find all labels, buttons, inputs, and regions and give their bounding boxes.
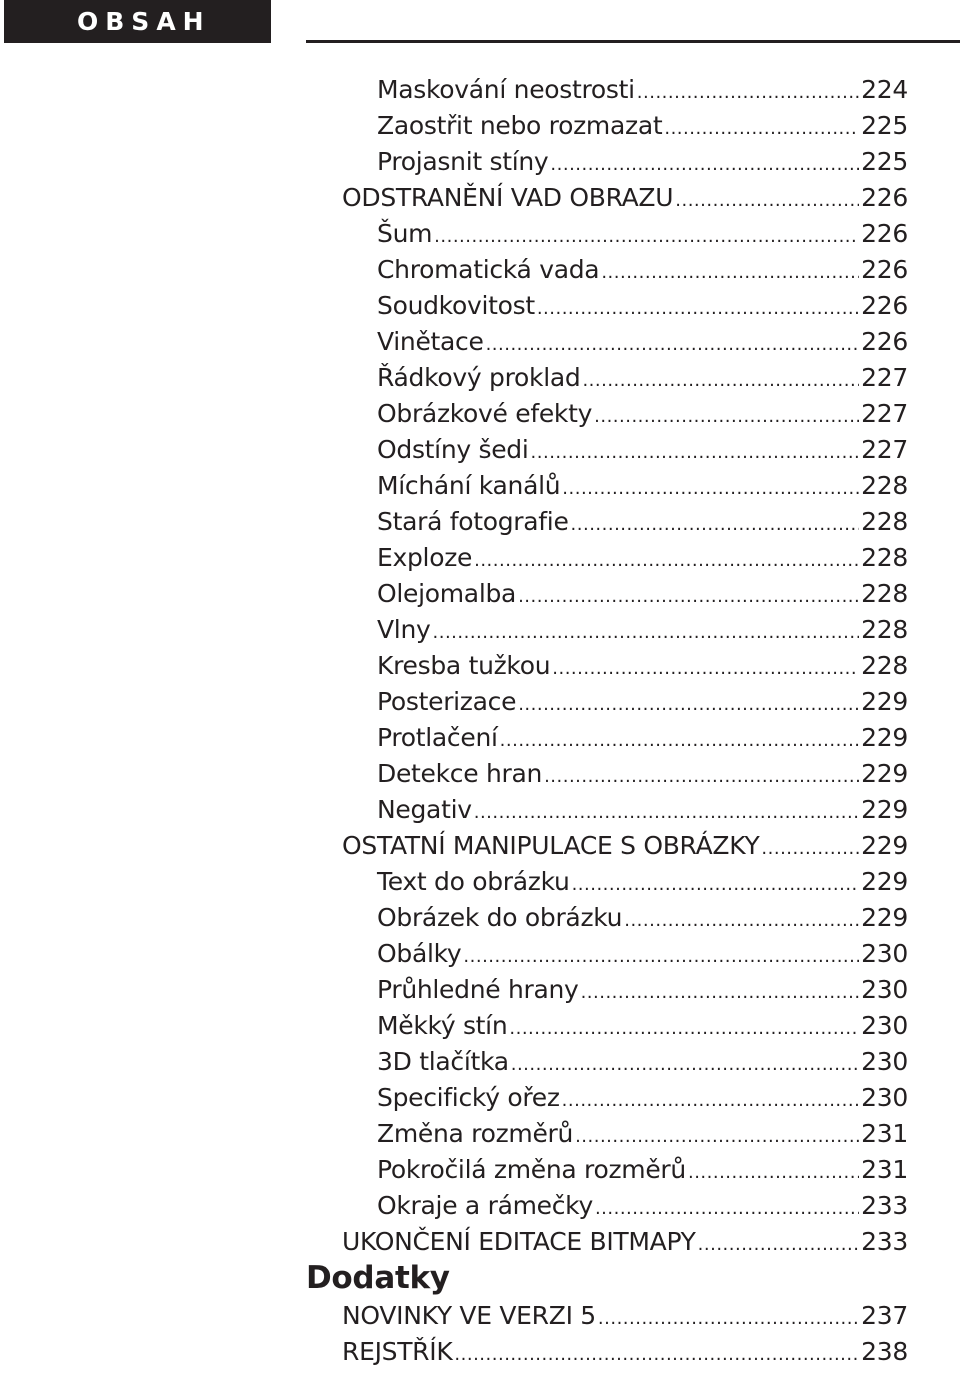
toc-entry[interactable] — [377, 468, 908, 504]
toc-entry-title: ODSTRANĚNÍ VAD OBRAZU — [342, 183, 674, 212]
toc-entry[interactable] — [377, 396, 908, 432]
dot-leader — [594, 399, 859, 435]
toc-entry-title: 3D tlačítka — [377, 1047, 509, 1076]
dot-leader — [518, 687, 859, 723]
toc-entry-page: 238 — [861, 1337, 908, 1366]
toc-entry-page: 231 — [861, 1155, 908, 1184]
dot-leader — [675, 183, 859, 219]
toc-entry[interactable] — [377, 576, 908, 612]
toc-entry-page: 229 — [861, 903, 908, 932]
header-bar — [4, 0, 271, 43]
toc-entry-page: 228 — [861, 579, 908, 608]
toc-entry-title: Odstíny šedi — [377, 435, 529, 464]
toc-entry-page: 225 — [861, 111, 908, 140]
toc-entry-title: NOVINKY VE VERZI 5 — [342, 1301, 596, 1330]
toc-entry-page: 227 — [861, 363, 908, 392]
toc-entry-page: 228 — [861, 507, 908, 536]
toc-entry-page: 229 — [861, 759, 908, 788]
toc-entry[interactable] — [377, 72, 908, 108]
dot-leader — [698, 1227, 860, 1263]
toc-entry-page: 226 — [861, 183, 908, 212]
toc-entry[interactable] — [377, 324, 908, 360]
dot-leader — [575, 1119, 859, 1155]
toc-entry-title: Obálky — [377, 939, 462, 968]
toc-entry[interactable] — [377, 1188, 908, 1224]
toc-entry[interactable] — [377, 936, 908, 972]
section-heading: Dodatky — [306, 1260, 450, 1296]
toc-entry[interactable] — [377, 720, 908, 756]
toc-entry-page: 226 — [861, 327, 908, 356]
toc-entry-title: Průhledné hrany — [377, 975, 579, 1004]
toc-entry[interactable] — [377, 1080, 908, 1116]
dot-leader — [463, 939, 859, 975]
toc-entry-page: 228 — [861, 615, 908, 644]
toc-entry-page: 230 — [861, 975, 908, 1004]
dot-leader — [562, 471, 859, 507]
toc-entry-page: 233 — [861, 1191, 908, 1220]
dot-leader — [572, 867, 860, 903]
page-header-title: OBSAH — [77, 7, 211, 36]
toc-entry[interactable] — [377, 792, 908, 828]
dot-leader — [500, 723, 860, 759]
toc-entry-title: Stará fotografie — [377, 507, 569, 536]
toc-entry-page: 227 — [861, 435, 908, 464]
dot-leader — [637, 75, 859, 111]
dot-leader — [511, 1047, 859, 1083]
dot-leader — [552, 651, 859, 687]
toc-entry-title: OSTATNÍ MANIPULACE S OBRÁZKY — [342, 831, 760, 860]
toc-entry[interactable] — [342, 1334, 908, 1370]
toc-entry-page: 226 — [861, 219, 908, 248]
toc-entry-title: UKONČENÍ EDITACE BITMAPY — [342, 1227, 696, 1256]
toc-entry[interactable] — [377, 648, 908, 684]
toc-entry-page: 230 — [861, 1047, 908, 1076]
toc-entry-title: Řádkový proklad — [377, 363, 581, 392]
toc-entry-title: Měkký stín — [377, 1011, 508, 1040]
toc-entry-title: Specifický ořez — [377, 1083, 560, 1112]
toc-entry-page: 228 — [861, 651, 908, 680]
dot-leader — [474, 543, 859, 579]
toc-entry-title: Zaostřit nebo rozmazat — [377, 111, 663, 140]
dot-leader — [688, 1155, 859, 1191]
toc-entry-title: Maskování neostrosti — [377, 75, 635, 104]
toc-entry[interactable] — [342, 1298, 908, 1334]
toc-entry-title: Změna rozměrů — [377, 1119, 574, 1148]
toc-entry-title: Text do obrázku — [377, 867, 570, 896]
toc-entry[interactable] — [342, 180, 908, 216]
toc-entry[interactable] — [377, 1008, 908, 1044]
dot-leader — [454, 1337, 859, 1373]
toc-entry[interactable] — [377, 1044, 908, 1080]
toc-entry[interactable] — [377, 108, 908, 144]
toc-entry[interactable] — [342, 828, 908, 864]
toc-entry[interactable] — [377, 1152, 908, 1188]
toc-entry[interactable] — [377, 144, 908, 180]
toc-entry-title: Obrázkové efekty — [377, 399, 593, 428]
toc-entry-page: 229 — [861, 723, 908, 752]
dot-leader — [601, 255, 859, 291]
toc-entry-page: 228 — [861, 543, 908, 572]
toc-entry[interactable] — [377, 252, 908, 288]
toc-entry[interactable] — [377, 360, 908, 396]
toc-entry[interactable] — [377, 540, 908, 576]
toc-entry-page: 228 — [861, 471, 908, 500]
toc-entry[interactable] — [377, 432, 908, 468]
toc-entry-title: Negativ — [377, 795, 472, 824]
toc-entry-title: Detekce hran — [377, 759, 543, 788]
dot-leader — [562, 1083, 860, 1119]
toc-entry[interactable] — [377, 684, 908, 720]
toc-entry-title: Posterizace — [377, 687, 517, 716]
dot-leader — [664, 111, 859, 147]
toc-entry-page: 233 — [861, 1227, 908, 1256]
toc-entry-title: Chromatická vada — [377, 255, 600, 284]
dot-leader — [518, 579, 859, 615]
dot-leader — [582, 363, 859, 399]
toc-entry-title: Protlačení — [377, 723, 498, 752]
toc-entry[interactable] — [377, 216, 908, 252]
toc-entry-page: 224 — [861, 75, 908, 104]
dot-leader — [434, 219, 859, 255]
toc-entry-page: 231 — [861, 1119, 908, 1148]
toc-entry-title: REJSTŘÍK — [342, 1337, 453, 1366]
toc-entry[interactable] — [377, 864, 908, 900]
dot-leader — [509, 1011, 859, 1047]
dot-leader — [531, 435, 860, 471]
toc-entry-title: Šum — [377, 219, 433, 248]
toc-entry-title: Exploze — [377, 543, 473, 572]
toc-entry-title: Projasnit stíny — [377, 147, 549, 176]
toc-entry-page: 237 — [861, 1301, 908, 1330]
toc-entry-title: Okraje a rámečky — [377, 1191, 593, 1220]
toc-entry-page: 229 — [861, 687, 908, 716]
dot-leader — [624, 903, 859, 939]
toc-entry-title: Soudkovitost — [377, 291, 535, 320]
toc-entry[interactable] — [377, 1116, 908, 1152]
dot-leader — [474, 795, 859, 831]
dot-leader — [433, 615, 860, 651]
toc-entry-page: 229 — [861, 867, 908, 896]
toc-entry-page: 227 — [861, 399, 908, 428]
toc-entry[interactable] — [377, 504, 908, 540]
toc-entry-page: 230 — [861, 1011, 908, 1040]
dot-leader — [486, 327, 860, 363]
toc-entry-title: Kresba tužkou — [377, 651, 551, 680]
dot-leader — [761, 831, 859, 867]
toc-entry-page: 225 — [861, 147, 908, 176]
dot-leader — [571, 507, 860, 543]
toc-entry-title: Míchání kanálů — [377, 471, 561, 500]
dot-leader — [598, 1301, 859, 1337]
toc-entry[interactable] — [377, 756, 908, 792]
toc-entry[interactable] — [377, 612, 908, 648]
toc-entry-page: 229 — [861, 831, 908, 860]
toc-entry-page: 226 — [861, 255, 908, 284]
toc-entry-title: Vinětace — [377, 327, 484, 356]
toc-entry-title: Obrázek do obrázku — [377, 903, 623, 932]
toc-entry-page: 229 — [861, 795, 908, 824]
dot-leader — [595, 1191, 859, 1227]
toc-entry-title: Vlny — [377, 615, 431, 644]
toc-entry[interactable] — [377, 288, 908, 324]
dot-leader — [544, 759, 859, 795]
dot-leader — [550, 147, 859, 183]
toc-entry[interactable] — [377, 972, 908, 1008]
toc-entry-title: Olejomalba — [377, 579, 517, 608]
toc-entry-page: 226 — [861, 291, 908, 320]
dot-leader — [537, 291, 859, 327]
toc-entry[interactable] — [342, 1224, 908, 1260]
toc-entry-page: 230 — [861, 939, 908, 968]
toc-entry-page: 230 — [861, 1083, 908, 1112]
toc-entry-title: Pokročilá změna rozměrů — [377, 1155, 686, 1184]
toc-entry[interactable] — [377, 900, 908, 936]
dot-leader — [581, 975, 860, 1011]
header-rule — [306, 40, 960, 43]
